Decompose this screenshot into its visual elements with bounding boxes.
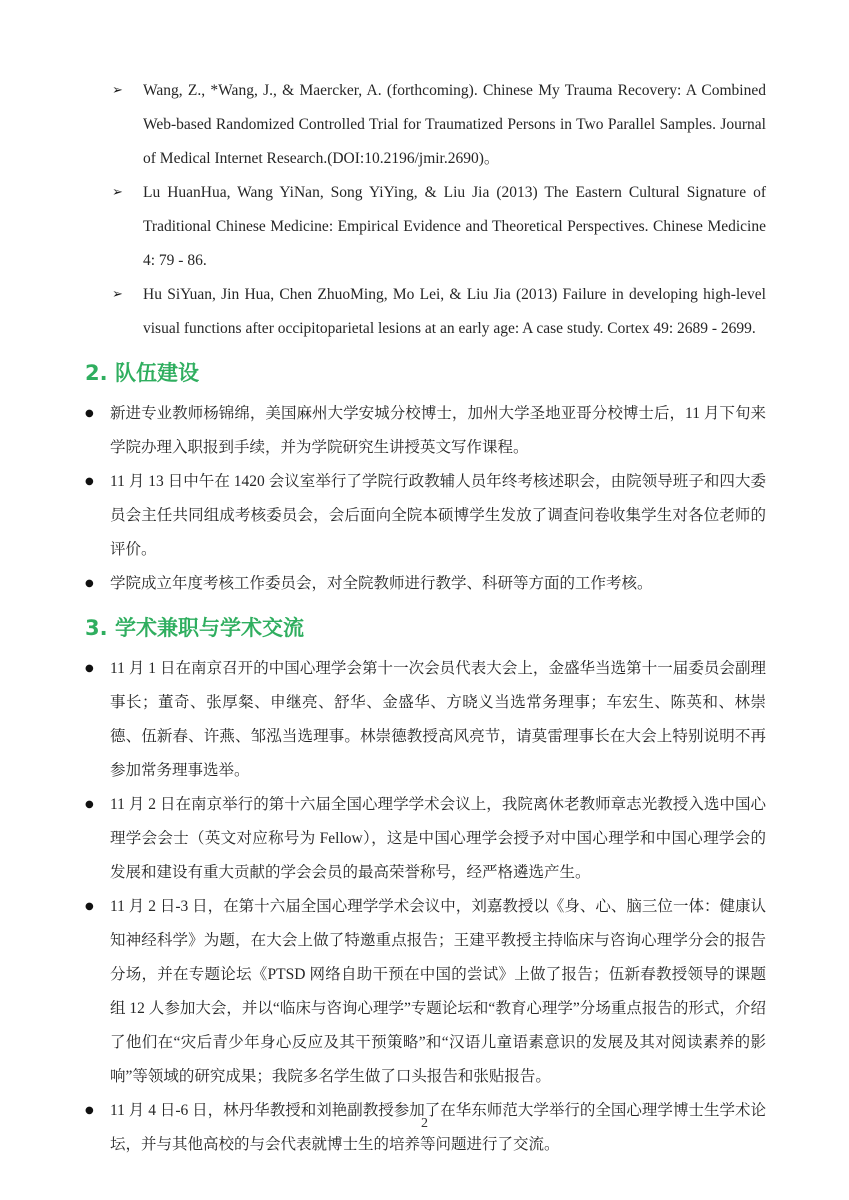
dot-bullet-icon: ● xyxy=(85,408,94,419)
list-item xyxy=(85,890,766,1094)
page-content xyxy=(85,74,766,1162)
section-title: 学术兼职与学术交流 xyxy=(115,616,304,640)
section-number: 2. xyxy=(85,361,108,385)
arrow-bullet-icon: ➢ xyxy=(112,185,123,200)
section-heading-team-building xyxy=(85,358,766,388)
list-item xyxy=(85,465,766,567)
list-item-text: 11 月 2 日在南京举行的第十六届全国心理学学术会议上，我院离休老教师章志光教授入选中国心理学会会士（英文对应称号为 Fellow），这是中国心理学会授予对中国心理学和中国心理学会的发展和建设有重大贡献的学会会员的最高荣誉称号，经严格遴选产生。 xyxy=(110,796,766,881)
citation-item xyxy=(85,74,766,176)
dot-bullet-icon: ● xyxy=(85,578,94,589)
arrow-bullet-icon: ➢ xyxy=(112,287,123,302)
citation-text: Wang, Z., *Wang, J., & Maercker, A. (forthcoming). Chinese My Trauma Recovery: A Combined Web-based Randomized Controlled Trial for Traumatized Persons in Two Parallel Samples. Journal of Medical Internet Research.(DOI:10.2196/jmir.2690)。 xyxy=(143,82,766,167)
list-item-text: 11 月 4 日-6 日，林丹华教授和刘艳副教授参加了在华东师范大学举行的全国心理学博士生学术论坛，并与其他高校的与会代表就博士生的培养等问题进行了交流。 xyxy=(110,1102,766,1153)
citation-item xyxy=(85,278,766,346)
list-item-text: 学院成立年度考核工作委员会，对全院教师进行教学、科研等方面的工作考核。 xyxy=(110,575,653,592)
section-number: 3. xyxy=(85,616,108,640)
citation-text: Hu SiYuan, Jin Hua, Chen ZhuoMing, Mo Lei, & Liu Jia (2013) Failure in developing high-level visual functions after occipitoparietal lesions at an early age: A case study. Cortex 49: 2689 - 2699. xyxy=(143,286,766,337)
team-building-list xyxy=(85,397,766,601)
citation-item xyxy=(85,176,766,278)
citation-text: Lu HuanHua, Wang YiNan, Song YiYing, & Liu Jia (2013) The Eastern Cultural Signature of Traditional Chinese Medicine: Empirical Evidence and Theoretical Perspectives. Chinese Medicine 4: 79 - 86. xyxy=(143,184,766,269)
arrow-bullet-icon: ➢ xyxy=(112,83,123,98)
list-item xyxy=(85,788,766,890)
list-item-text: 11 月 13 日中午在 1420 会议室举行了学院行政教辅人员年终考核述职会，由院领导班子和四大委员会主任共同组成考核委员会，会后面向全院本硕博学生发放了调查问卷收集学生对各位老师的评价。 xyxy=(110,473,766,558)
citation-list xyxy=(85,74,766,346)
page-number: 2 xyxy=(421,1116,428,1131)
dot-bullet-icon: ● xyxy=(85,901,94,912)
list-item xyxy=(85,652,766,788)
dot-bullet-icon: ● xyxy=(85,663,94,674)
list-item xyxy=(85,567,766,601)
list-item-text: 11 月 2 日-3 日，在第十六届全国心理学学术会议中，刘嘉教授以《身、心、脑三位一体：健康认知神经科学》为题，在大会上做了特邀重点报告；王建平教授主持临床与咨询心理学分会的报告分场，并在专题论坛《PTSD 网络自助干预在中国的尝试》上做了报告；伍新春教授领导的课题组 12 人参加大会，并以“临床与咨询心理学”专题论坛和“教育心理学”分场重点报告的形式，介绍了他们在“灾后青少年身心反应及其干预策略”和“汉语儿童语素意识的发展及其对阅读素养的影响”等领域的研究成果；我院多名学生做了口头报告和张贴报告。 xyxy=(110,898,766,1085)
section-title: 队伍建设 xyxy=(115,361,199,385)
list-item xyxy=(85,397,766,465)
list-item-text: 新进专业教师杨锦绵，美国麻州大学安城分校博士，加州大学圣地亚哥分校博士后，11 月下旬来学院办理入职报到手续，并为学院研究生讲授英文写作课程。 xyxy=(110,405,766,456)
academic-exchange-list xyxy=(85,652,766,1162)
list-item-text: 11 月 1 日在南京召开的中国心理学会第十一次会员代表大会上，金盛华当选第十一届委员会副理事长；董奇、张厚粲、申继亮、舒华、金盛华、方晓义当选常务理事；车宏生、陈英和、林崇德、伍新春、许燕、邹泓当选理事。林崇德教授高风亮节，请莫雷理事长在大会上特别说明不再参加常务理事选举。 xyxy=(110,660,766,779)
dot-bullet-icon: ● xyxy=(85,799,94,810)
dot-bullet-icon: ● xyxy=(85,1105,94,1116)
dot-bullet-icon: ● xyxy=(85,476,94,487)
section-heading-academic-exchange xyxy=(85,613,766,643)
